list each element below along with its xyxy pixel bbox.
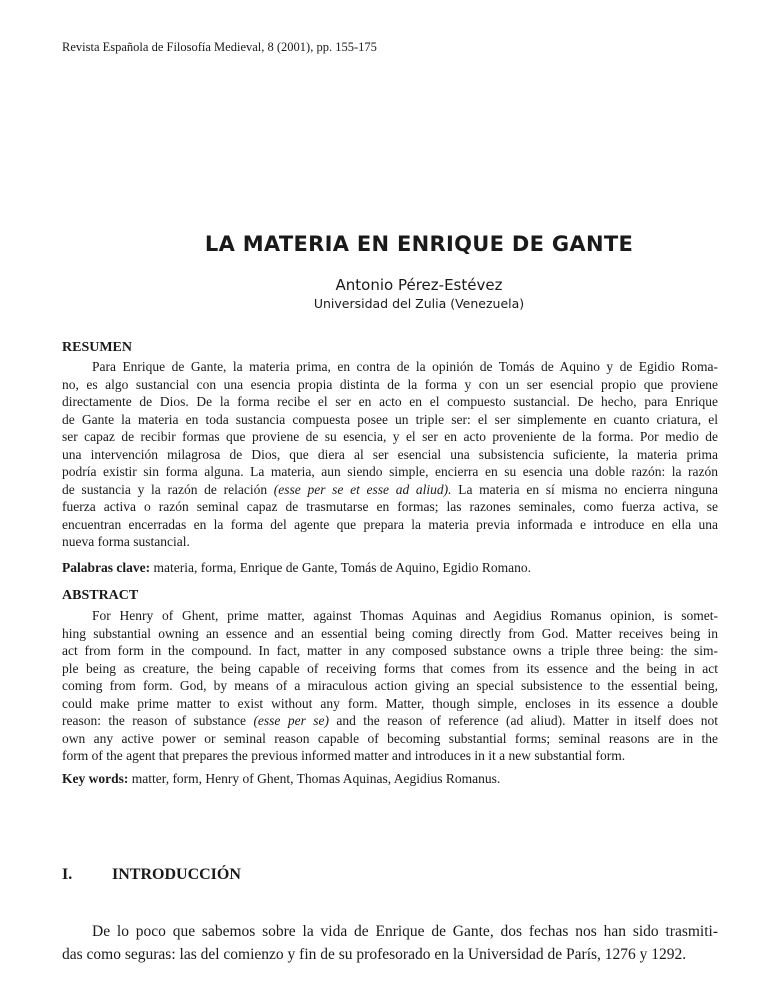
latin-phrase: (esse per se et esse ad aliud). xyxy=(273,481,452,497)
key-words-list: matter, form, Henry of Ghent, Thomas Aquinas, Aegidius Romanus. xyxy=(128,771,501,786)
text-line: act from form in the compound. In fact, matter in any composed substance owns a triple three being: the sim- xyxy=(62,643,718,658)
text-line: reason: the reason of substance (esse per se) and the reason of reference (ad aliud). Matter in itself does not xyxy=(62,713,718,728)
text-line: coming from form. God, by means of a miraculous action giving an special subsistence to the essential being, xyxy=(62,678,718,693)
text-line: de sustancia y la razón de relación (esse per se et esse ad aliud). La materia en sí misma no encierra ninguna xyxy=(62,481,718,497)
text-line: das como seguras: las del comienzo y fin de su profesorado en la Universidad de París, 1276 y 1292. xyxy=(62,946,687,963)
text-line: directamente de Dios. De la forma recibe el ser en acto en el compuesto sustancial. De hecho, para Enrique xyxy=(62,394,718,409)
author-name: Antonio Pérez-Estévez xyxy=(335,276,503,294)
text-line: De lo poco que sabemos sobre la vida de Enrique de Gante, dos fechas nos han sido trasmiti- xyxy=(92,923,718,940)
text-line: podría existir sin forma alguna. La materia, aun siendo simple, encierra en su esencia una doble razón: la razón xyxy=(62,464,718,479)
text-line: form of the agent that prepares the previous informed matter and introduces in it a new substantial form. xyxy=(62,748,626,763)
journal-citation: Revista Española de Filosofía Medieval, 8 (2001), pp. 155-175 xyxy=(62,40,377,54)
text-line: could make prime matter to exist without any form. Matter, though simple, encloses in its essence a double xyxy=(62,695,718,711)
palabras-clave-label: Palabras clave: xyxy=(62,560,151,575)
palabras-clave xyxy=(62,560,531,576)
section-number: I. xyxy=(62,866,73,883)
text-line: nueva forma sustancial. xyxy=(62,534,190,549)
text-line: una intervención milagrosa de Dios, que diera al ser esencial una subsistencia suficiente, la materia prima xyxy=(62,446,718,462)
resumen-body xyxy=(62,358,718,551)
text-line: encuentran encerradas en la forma del agente que prepara la materia previa informada e introduce en ella una xyxy=(62,516,718,532)
latin-phrase: (esse per se) xyxy=(253,713,329,728)
abstract-body xyxy=(62,607,718,765)
author-affiliation: Universidad del Zulia (Venezuela) xyxy=(313,296,525,311)
text-line: ser capaz de recibir formas que proviene de su esencia, y el ser en acto proveniente de la forma. Por medio de xyxy=(62,429,718,444)
text-line: Para Enrique de Gante, la materia prima, en contra de la opinión de Tomás de Aquino y de Egidio Roma- xyxy=(92,359,718,374)
palabras-clave-list: materia, forma, Enrique de Gante, Tomás de Aquino, Egidio Romano. xyxy=(150,560,531,575)
intro-paragraph xyxy=(62,920,718,966)
text-line: hing substantial owning an essence and an essential being coming directly from God. Matter receives being in xyxy=(62,625,718,641)
text-line: own any active power or seminal reason capable of becoming substantial forms; seminal reasons are in the xyxy=(62,730,718,746)
text-line: de Gante la materia en toda sustancia compuesta posee un triple ser: el ser simplemente en cuanto criatura, el xyxy=(62,411,718,427)
section-heading xyxy=(62,866,241,884)
text-line: ple being as creature, the being capable of receiving forms that comes from its essence and the being in act xyxy=(62,660,718,676)
article-title: LA MATERIA EN ENRIQUE DE GANTE xyxy=(204,232,634,256)
text-line: no, es algo sustancial con una esencia propia distinta de la forma y con un ser esencial propio que proviene xyxy=(62,376,718,392)
text-line: For Henry of Ghent, prime matter, against Thomas Aquinas and Aegidius Romanus opinion, is somet- xyxy=(92,608,718,623)
key-words-label: Key words: xyxy=(62,771,129,786)
section-title: INTRODUCCIÓN xyxy=(112,866,241,883)
text-line: fuerza activa o razón seminal capaz de trasmutarse en formas; las razones seminales, como fuerza activa, se xyxy=(62,499,718,514)
abstract-heading: ABSTRACT xyxy=(62,588,139,603)
resumen-heading: RESUMEN xyxy=(62,340,133,355)
key-words xyxy=(62,771,500,787)
